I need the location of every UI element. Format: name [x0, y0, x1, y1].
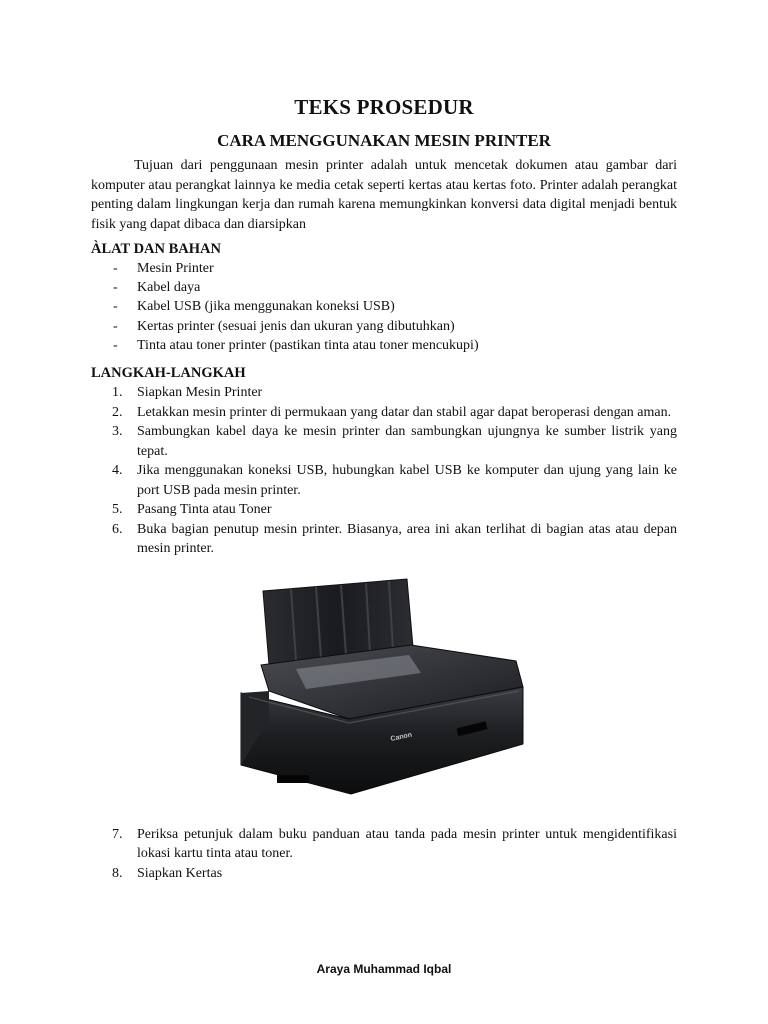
list-dash: - [113, 261, 118, 276]
list-dash: - [113, 318, 118, 334]
page-footer-author: Araya Muhammad Iqbal [316, 962, 452, 976]
tools-item-text: Kabel USB (jika menggunakan koneksi USB) [137, 299, 395, 315]
step-text: Letakkan mesin printer di permukaan yang datar dan stabil agar dapat beroperasi dengan aman. [137, 404, 672, 420]
tools-list-item [91, 297, 677, 316]
step-item [91, 422, 677, 461]
steps-heading: LANGKAH-LANGKAH [91, 365, 246, 382]
printer-figure [91, 569, 677, 817]
printer-image [91, 569, 677, 817]
step-text: Sambungkan kabel daya ke mesin printer dan sambungkan ujungnya ke sumber listrik yang tepat. [137, 424, 677, 459]
step-item [91, 500, 677, 520]
step-text: Pasang Tinta atau Toner [137, 502, 272, 518]
tools-list-item [91, 317, 677, 336]
tools-list [91, 259, 677, 355]
tools-list-item [91, 278, 677, 297]
steps-list [91, 383, 677, 559]
step-item [91, 864, 677, 884]
step-text: Siapkan Mesin Printer [137, 385, 263, 401]
intro-paragraph: Tujuan dari penggunaan mesin printer adalah untuk mencetak dokumen atau gambar dari komputer atau perangkat lainnya ke media cetak seperti kertas atau kertas foto. Printer adalah perangkat penting dalam lingkungan kerja dan rumah karena memungkinkan konversi data digital menjadi bentuk fisik yang dapat dibaca dan diarsipkan [91, 158, 677, 232]
document-subtitle: CARA MENGGUNAKAN MESIN PRINTER [217, 131, 551, 150]
step-item [91, 403, 677, 423]
step-number: 3. [112, 424, 123, 440]
step-text: Periksa petunjuk dalam buku panduan atau tanda pada mesin printer untuk mengidentifikasi lokasi kartu tinta atau toner. [137, 826, 677, 862]
step-number: 5. [112, 502, 123, 518]
tools-item-text: Kabel daya [137, 280, 201, 296]
tools-list-item [91, 259, 677, 278]
tools-heading: ÀLAT DAN BAHAN [91, 241, 221, 257]
document-content [91, 93, 677, 883]
tools-list-item [91, 336, 677, 355]
step-text: Buka bagian penutup mesin printer. Biasanya, area ini akan terlihat di bagian atas atau depan mesin printer. [137, 521, 677, 557]
tools-item-text: Tinta atau toner printer (pastikan tinta atau toner mencukupi) [137, 337, 479, 353]
step-number: 2. [112, 404, 123, 420]
document-title: TEKS PROSEDUR [294, 95, 474, 119]
step-number: 1. [112, 385, 123, 401]
list-dash: - [113, 280, 118, 296]
step-text: Siapkan Kertas [137, 865, 223, 881]
step-item [91, 461, 677, 500]
tools-item-text: Mesin Printer [137, 261, 214, 276]
step-number: 4. [112, 463, 123, 479]
step-item [91, 825, 677, 864]
step-item [91, 383, 677, 403]
step-number: 6. [112, 521, 123, 537]
step-number: 8. [112, 865, 123, 881]
printer-brand-label: Canon [389, 731, 413, 743]
step-number: 7. [112, 826, 123, 842]
tools-item-text: Kertas printer (sesuai jenis dan ukuran yang dibutuhkan) [137, 318, 455, 334]
list-dash: - [113, 337, 118, 353]
step-item [91, 520, 677, 559]
list-dash: - [113, 299, 118, 315]
steps-list-continued [91, 825, 677, 884]
step-text: Jika menggunakan koneksi USB, hubungkan kabel USB ke komputer dan ujung yang lain ke port USB pada mesin printer. [137, 463, 677, 498]
